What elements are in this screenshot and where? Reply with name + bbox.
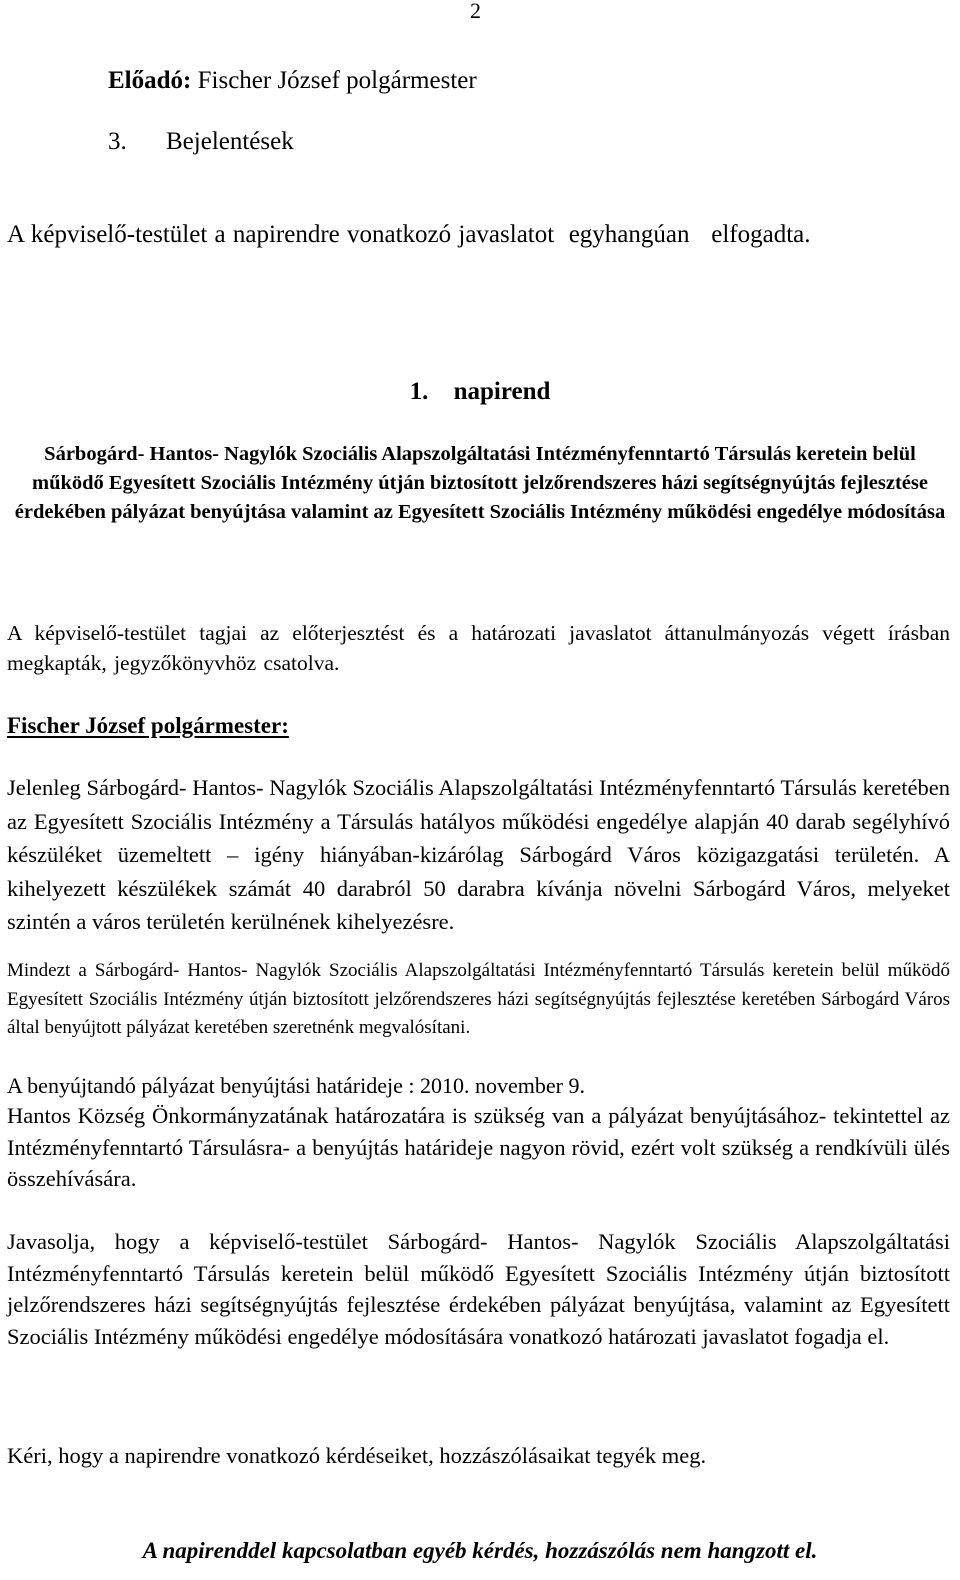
speaker-heading: Fischer József polgármester: <box>7 713 289 738</box>
paragraph-proposal: Javasolja, hogy a képviselő-testület Sárbogárd- Hantos- Nagylók Szociális Alapszolgáltatási Intézményfenntartó Társulás keretein belül működő Egyesített Szociális Intézmény útján biztosított jelzőrendszeres házi segítségnyújtás fejlesztése érdekében pályázat benyújtása, valamint az Egyesített Szociális Intézmény működési engedélye módosítására vonatkozó határozati javaslatot fogadja el. <box>7 1229 950 1349</box>
agenda-label: napirend <box>453 378 551 405</box>
paragraph-hantos-resolution: Hantos Község Önkormányzatának határozatára is szükség van a pályázat benyújtásához- tekintettel az Intézményfenntartó Társulásra- a benyújtás határideje nagyon rövid, ezért volt szükség a rendkívüli ülés összehívására. <box>7 1103 950 1191</box>
page-number: 2 <box>470 0 481 23</box>
adoption-text: A képviselő-testület a napirendre vonatkozó javaslatot egyhangúan elfogadta. <box>7 221 811 248</box>
agenda-title: Sárbogárd- Hantos- Nagylók Szociális Alapszolgáltatási Intézményfenntartó Társulás keretein belül működő Egyesített Szociális Intézmény útján biztosított jelzőrendszeres házi segítségnyújtás fejlesztése érdekében pályázat benyújtása valamint az Egyesített Szociális Intézmény működési engedélye módosítása <box>14 443 946 523</box>
closing-request: Kéri, hogy a napirendre vonatkozó kérdéseiket, hozzászólásaikat tegyék meg. <box>7 1443 707 1468</box>
paragraph-device-count: Jelenleg Sárbogárd- Hantos- Nagylók Szociális Alapszolgáltatási Intézményfenntartó Társulás keretében az Egyesített Szociális Intézmény a Társulás hatályos működési engedélye alapján 40 darab segélyhívó készüléket üzemeltett – igény hiányában-kizárólag Sárbogárd Város közigazgatási területén. A kihelyezett készülékek számát 40 darabról 50 darabra kívánja növelni Sárbogárd Város, melyeket szintén a város területén kerülnének kihelyezésre. <box>7 775 950 934</box>
presenter-name: Fischer József polgármester <box>197 67 477 94</box>
announcements-label: Bejelentések <box>166 128 294 155</box>
announcements-item <box>108 128 294 156</box>
agenda-number: 1. <box>409 378 429 405</box>
announcements-number: 3. <box>108 128 127 155</box>
final-note: A napirenddel kapcsolatban egyéb kérdés, hozzászólás nem hangzott el. <box>142 1538 818 1563</box>
paragraph-tender-plan: Mindezt a Sárbogárd- Hantos- Nagylók Szociális Alapszolgáltatási Intézményfenntartó Társulás keretein belül működő Egyesített Szociális Intézmény útján biztosított jelzőrendszeres házi segítségnyújtás fejlesztése keretében Sárbogárd Város által benyújtott pályázat keretében szeretnénk megvalósítani. <box>7 960 950 1038</box>
agenda-heading <box>0 378 960 406</box>
intro-paragraph: A képviselő-testület tagjai az előterjesztést és a határozati javaslatot áttanulmányozás végett írásban megkapták, jegyzőkönyvhöz csatolva. <box>7 621 950 675</box>
paragraph-deadline: A benyújtandó pályázat benyújtási határideje : 2010. november 9. <box>7 1073 585 1098</box>
presenter-line <box>108 67 477 95</box>
presenter-label: Előadó: <box>108 67 192 94</box>
